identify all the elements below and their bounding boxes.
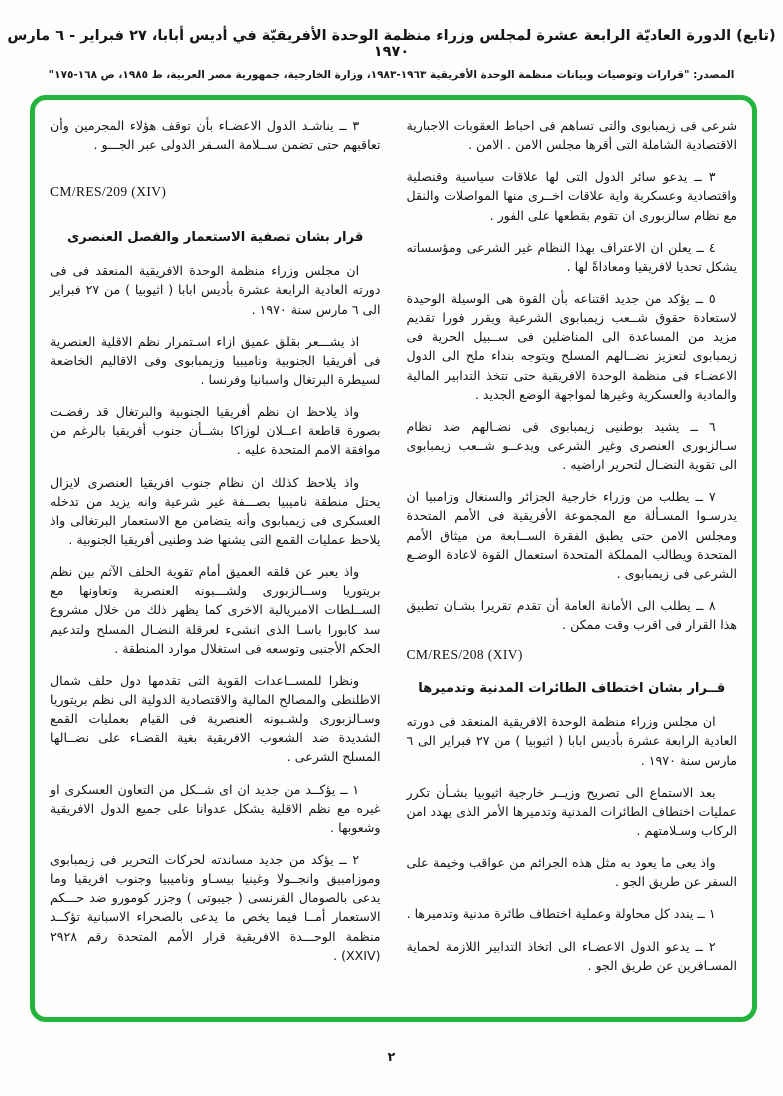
paragraph: ٢ ــ يؤكد من جديد مساندته لحركات التحرير فى زيمبابوى وموزامبيق وانجــولا وغينيا بيسـاو وناميبيا وجنوب افريقيا وما يدعى بالصومال الفرنسى ( جيبوتى ) وجزر كومورو ضد حـــكم الاستعمار أمــا فيما يخص ما يدعى بالصحراء الاسبانية تؤكــد منظمة الوحـــدة الافريقية قرار الأمم المتحدة رقم ٢٩٢٨ (XXIV) . bbox=[50, 851, 381, 963]
page-number: ٢ bbox=[387, 1049, 396, 1064]
paragraph: ٣ ــ يناشـد الدول الاعضـاء بأن توقف هؤلاء المجرمين وأن تعاقبهم حتى تضمن ســلامة السـفر الدولى عبر الجـــو . bbox=[50, 118, 381, 153]
paragraph: ان مجلس وزراء منظمة الوحدة الافريقية المنعقد فى فى دورته العادية الرابعة عشرة بأديس ابابا ( اثيوبيا ) من ٢٧ فبراير الى ٦ مارس سنة ١٩٧٠ . bbox=[50, 263, 381, 317]
paragraph: ٦ ــ يشيد بوطنيى زيمبابوى فى نضـالهم ضد نظام سـالزبورى العنصرى وغير الشرعى ويدعــو شــعب زيمبابوى الى تقوية النضـال لتحرير اراضيه . bbox=[406, 418, 737, 473]
annotation-border bbox=[30, 95, 757, 1022]
two-column-text bbox=[50, 116, 737, 1007]
paragraph: اذ يشـــعر بقلق عميق ازاء اسـتمرار نظم الاقلية العنصرية فى أفريقيا الجنوبية وناميبيا وزيمبابوى وفى الاقاليم الخاضعة لسيطرة البرتغال واسبانيا وفرنسا . bbox=[50, 333, 381, 387]
paragraph: ٤ ــ يعلن ان الاعتراف بهذا النظام غير الشرعى ومؤسساته يشكل تحديا لافريقيا ومعاداةً لها . bbox=[406, 239, 737, 274]
resolution-code: CM/RES/208 (XIV) bbox=[406, 647, 523, 663]
paragraph: ٣ ــ يدعو سائر الدول التى لها علاقات سياسية وقنصلية واقتصادية وعسكرية واية علاقات اخــرى منها المواصلات والنقل مع نظام سالزبورى ان تقوم بقطعها على الفور . bbox=[406, 169, 737, 223]
paragraph: بعد الاستماع الى تصريح وزيــر خارجية اثيوبيا بشـأن تكرر عمليات اختطاف الطائرات المدنية وتدميرها الأمر الذى يهدد امن الركاب وسـلامتهم . bbox=[406, 784, 737, 838]
column-left bbox=[50, 116, 381, 1007]
paragraph: ٥ ــ يؤكد من جديد اقتناعه بأن القوة هى الوسيلة الوحيدة لاستعادة حقوق شــعب زيمبابوى الشرعية ويقرر فورا تقديم مزيد من المساعدة الى المناضلين فى ســبيل الحرية فى زيمبابوى لتعزيز نضــالهم المسلح ويتوجه بنداء ملح الى الدول الاعضـاء فى منظمة الوحدة الافريقية حتى تتخذ التدابير المالية والمادية والعسكرية وغيرها لمواجهة الوضع الجديد . bbox=[406, 290, 737, 402]
paragraph: شرعى فى زيمبابوى والتى تساهم فى احباط العقوبات الاجبارية الاقتصادية الشاملة التى أقرها مجلس الامن . الامن . bbox=[406, 118, 737, 153]
resolution-code: CM/RES/209 (XIV) bbox=[50, 184, 167, 200]
paragraph: ٨ ــ يطلب الى الأمانة العامة أن تقدم تقريرا بشـان تطبيق هذا القرار فى اقرب وقت ممكن . bbox=[406, 597, 737, 633]
paragraph: واذ يلاحظ ان نظم أفريقيا الجنوبية والبرتغال قد رفضـت بصورة قاطعة اعــلان لوزاكا بشــأن جنوب أفريقيا بالرغم من موافقة الامم المتحدة عليه . bbox=[50, 404, 381, 458]
resolution-title: قرار بشان تصفية الاستعمار والفصل العنصرى bbox=[67, 230, 364, 246]
paragraph: ونظرا للمســاعدات القوية التى تقدمها دول حلف شمال الاطلنطى والمصالح المالية والاقتصادية الدولية الى نظم بريتوريا وسـالزبورى ولشـبونه العنصرية فى القيام بعمليات القمع الشديدة ضد الشعوب الافريقية بغية القضـاء على نضــالها المسلح الشرعى . bbox=[50, 672, 381, 765]
paragraph: واذ يعى ما يعود به مثل هذه الجرائم من عواقب وخيمة على السفر عن طريق الجو . bbox=[406, 855, 737, 890]
column-right bbox=[407, 116, 738, 1007]
source-citation: المصدر: "قرارات وتوصيات وبيانات منظمة الوحدة الأفريقية ١٩٦٣-١٩٨٣، وزارة الخارجية، جمهورية مصر العربية، ط ١٩٨٥، ص ١٦٨-١٧٥" bbox=[48, 69, 735, 81]
session-title: (تابع) الدورة العاديّة الرابعة عشرة لمجلس وزراء منظمة الوحدة الأفريقيّة في أديس أبابا، ٢٧ فبراير - ٦ مارس ١٩٧٠ bbox=[7, 28, 776, 60]
paragraph: ان مجلس وزراء منظمة الوحدة الافريقية المنعقد فى دورته العادية الرابعة عشرة بأديس ابابا ( اثيوبيا ) من ٢٧ فبراير الى ٦ مارس سنة ١٩٧٠ . bbox=[406, 714, 737, 768]
resolution-title: قــرار بشان اختطاف الطائرات المدنية وتدميرها bbox=[418, 681, 726, 697]
paragraph: واذ يعبر عن قلقه العميق أمام تقوية الحلف الآثم بين نظم بريتوريا وســالزبورى ولشـــبونه العنصرية وتعاونها مع الســلطات الامبريالية الاخرى كما يظهر ذلك من خلال مشروع سد كابورا باسـا الذى انشىء لعرقلة النضـال المسلح ولتدعيم الحكم الأجنبى وتوسعه فى استغلال موارد المنطقة . bbox=[50, 564, 381, 656]
paragraph: ٧ ــ يطلب من وزراء خارجية الجزائر والسنغال وزامبيا ان يدرسـوا المسـألة مع المجموعة الأفريقية فى الأمم المتحدة ومجلس الامن حتى يطبق الفقرة الســابعة من ميثاق الأمم المتحدة ويطالب المملكة المتحدة استعمال القوة لاعادة الوضـع الشرعى فى زيمبابوى . bbox=[406, 489, 737, 581]
paragraph: واذ يلاحظ كذلك ان نظام جنوب افريقيا العنصرى لايزال يحتل منطقة ناميبيا بصـــفة غير شرعية وانه يزيد من تدخله العسكرى فى زيمبابوى وأنه يتضامن مع الاستعمار البرتغالى واذ يلاحظ عمليات القمع التى يشنها ضد وطنيى أفريقيا الجنوبية . bbox=[50, 474, 381, 547]
paragraph: ٢ ــ يدعو الدول الاعضـاء الى اتخاذ التدابير اللازمة لحماية المسـافرين عن طريق الجو . bbox=[406, 938, 737, 973]
paragraph: ١ ــ يؤكــد من جديد ان اى شــكل من التعاون العسكرى او غيره مع نظم الاقلية يشكل عدوانا على جميع الدول الافريقية وشعوبها . bbox=[50, 781, 381, 835]
paragraph: ١ ــ يندد كل محاولة وعملية اختطاف طائرة مدنية وتدميرها . bbox=[406, 906, 716, 922]
page-header bbox=[0, 28, 783, 81]
